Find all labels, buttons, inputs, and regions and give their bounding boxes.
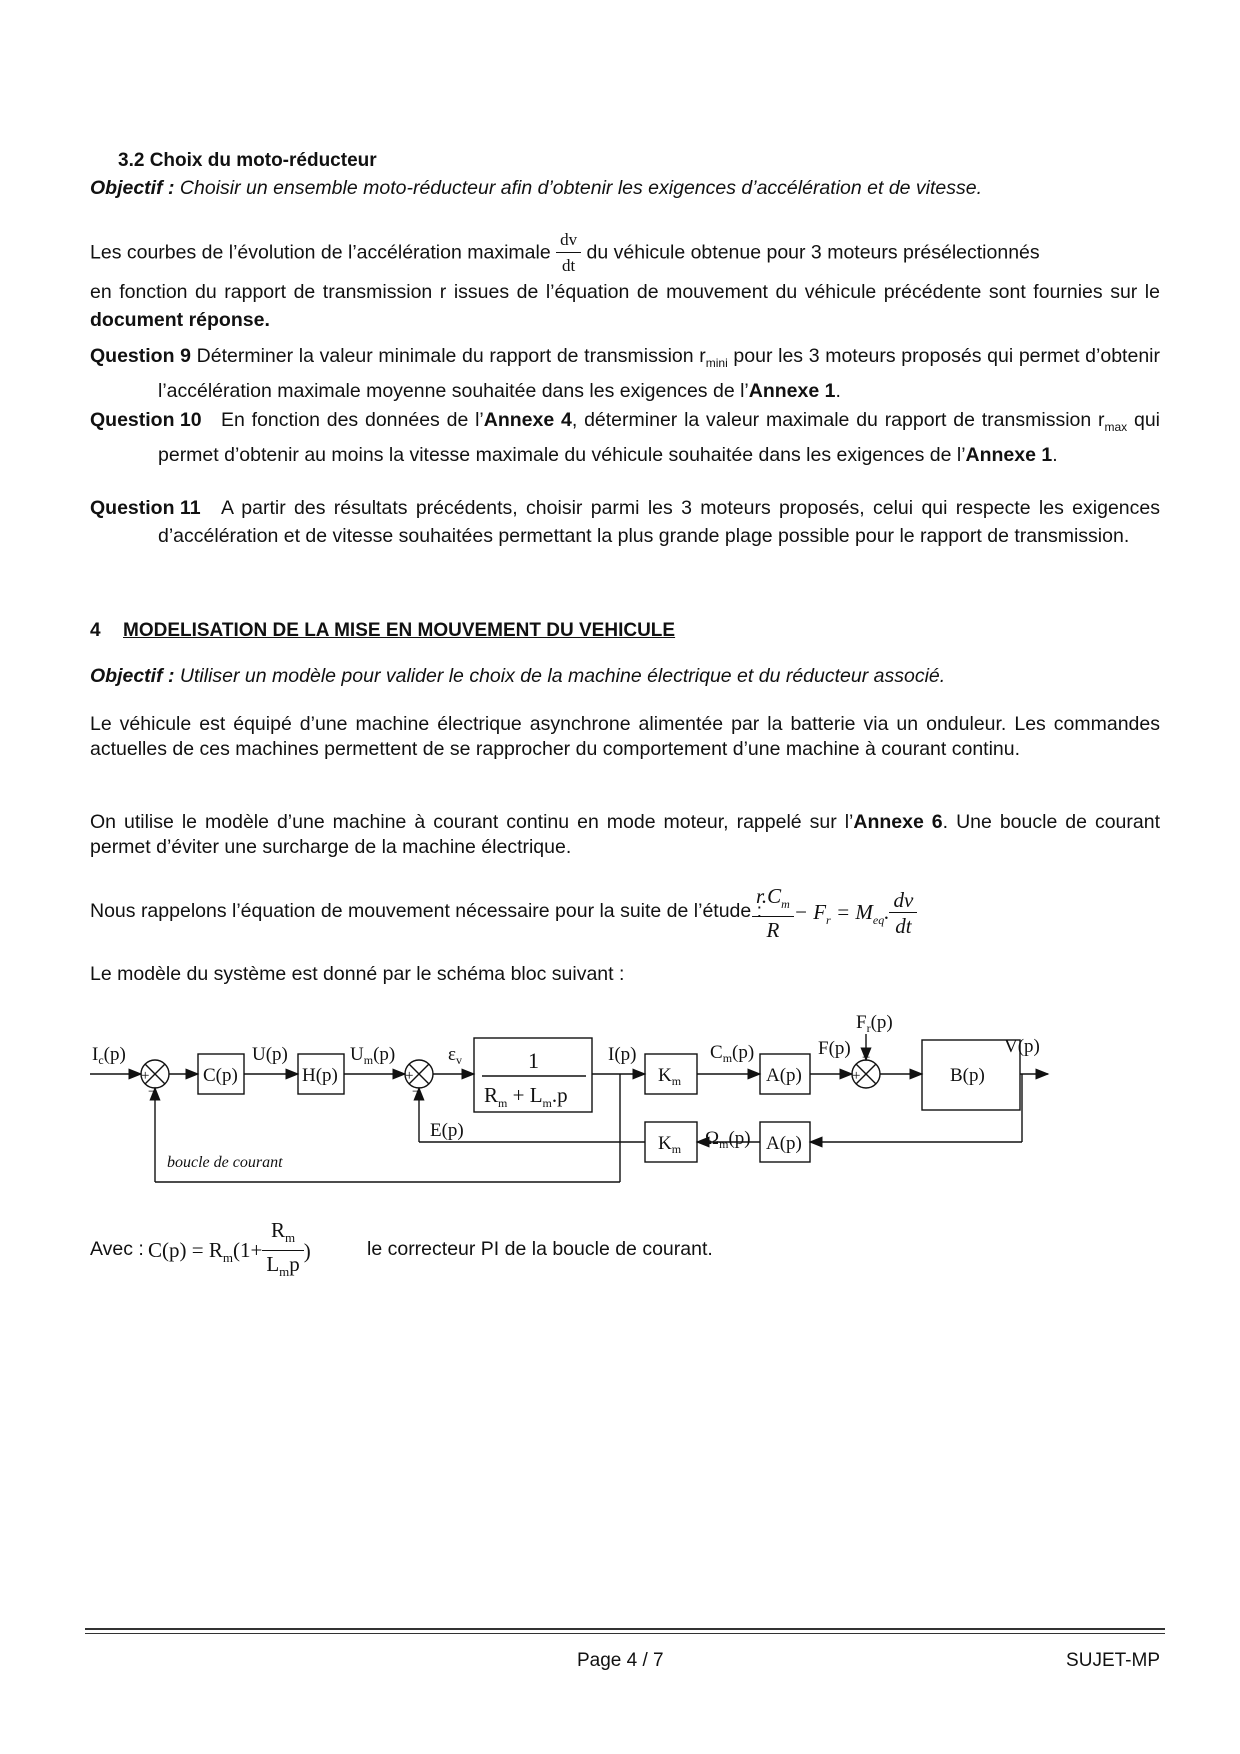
q-text: qui permet d’obtenir au moins la vitesse maximale du véhicule souhaitée dans les exigences de l’ <box>158 409 1161 466</box>
cp-den: p <box>289 1252 300 1277</box>
objectif-3-2 <box>90 174 1160 202</box>
cp-den: L <box>266 1252 280 1277</box>
eq-dot: . <box>884 899 890 924</box>
label-up: U(p) <box>252 1044 288 1065</box>
q-text: pour les 3 moteurs proposés qui permet d’obtenir l’accélération maximale moyenne souhaitée dans les exigences de l’ <box>158 345 1160 402</box>
q-text: En fonction des données de l’ <box>221 409 484 431</box>
label-um: $U_m(p)$ <box>350 1044 396 1067</box>
q-sub: mini <box>705 355 728 370</box>
label-omega: $\Omega_m(p)$ <box>705 1128 751 1151</box>
minus-2: − <box>412 1084 421 1100</box>
cp-sub: m <box>279 1264 290 1280</box>
label-km-1: $K_m$ <box>658 1065 682 1088</box>
document-ref: SUJET-MP <box>1066 1650 1160 1671</box>
para-text: en fonction du rapport de transmission r issues de l’équation de mouvement du véhicule précédente sont fournies sur le <box>90 281 1160 303</box>
cp-text: C(p) = R <box>148 1237 223 1262</box>
eq-num2: dv <box>889 888 917 913</box>
cp-equation <box>148 1218 311 1285</box>
tf-den: $R_m + L_m.p$ <box>484 1083 568 1110</box>
label-hp: H(p) <box>302 1065 338 1086</box>
objectif-text: Choisir un ensemble moto-réducteur afin d’obtenir les exigences d’accélération et de vitesse. <box>174 177 983 199</box>
cp-desc: le correcteur PI de la boucle de courant. <box>367 1238 713 1260</box>
eq-num1: r.C <box>756 884 782 908</box>
question-label: Question 9 <box>90 345 192 367</box>
label-km-2: $K_m$ <box>658 1133 682 1156</box>
section-title-3-2: 3.2 Choix du moto-réducteur <box>118 150 377 171</box>
cp-text: (1+ <box>232 1237 263 1262</box>
q-text: . <box>835 379 841 402</box>
equation-mouvement <box>90 880 1160 946</box>
objectif-text: Utiliser un modèle pour valider le choix de la machine électrique et du réducteur associé. <box>174 665 946 687</box>
objectif-4 <box>90 662 1160 690</box>
equation <box>752 884 917 943</box>
block-diagram <box>0 1000 1240 1200</box>
minus-3: − <box>862 1050 871 1066</box>
q-sub: max <box>1104 419 1128 434</box>
label-cm: $C_m(p)$ <box>710 1042 755 1065</box>
label-bp: B(p) <box>950 1065 985 1086</box>
label-fr: $F_r(p)$ <box>856 1012 893 1035</box>
plus-2: + <box>405 1068 414 1084</box>
frac-num: dv <box>556 228 581 253</box>
objectif-label: Objectif : <box>90 665 175 687</box>
paragraph-acceleration-2 <box>90 278 1160 334</box>
question-10 <box>90 406 1160 469</box>
paragraph-schema: Le modèle du système est donné par le schéma bloc suivant : <box>90 963 625 985</box>
para-bold: document réponse. <box>90 309 270 331</box>
eq-mid: − F <box>793 899 827 924</box>
label-vp: V(p) <box>1004 1036 1040 1057</box>
paragraph-acceleration <box>90 228 1160 279</box>
paragraph-modele <box>90 810 1160 860</box>
section-title-4: MODELISATION DE LA MISE EN MOUVEMENT DU VEHICULE <box>123 620 676 641</box>
avec-label: Avec : <box>90 1238 144 1260</box>
tf-num: 1 <box>528 1048 539 1073</box>
paragraph-machine: Le véhicule est équipé d’une machine électrique asynchrone alimentée par la batterie via un onduleur. Les commandes actuelles de ces machines permettent de se rapprocher du comportement d’une machine à courant continu. <box>90 713 1160 760</box>
objectif-label: Objectif : <box>90 177 175 199</box>
label-ic: $I_c(p)$ <box>92 1044 126 1067</box>
section-number-4: 4 <box>90 620 101 641</box>
eq-den2: dt <box>895 914 912 939</box>
eq-den1: R <box>766 918 780 943</box>
label-ap-2: A(p) <box>766 1133 802 1154</box>
cp-num: R <box>270 1218 285 1242</box>
page-number: Page 4 / 7 <box>577 1650 664 1671</box>
label-cp: C(p) <box>203 1065 238 1086</box>
label-fp: F(p) <box>818 1038 851 1059</box>
para-text: Les courbes de l’évolution de l’accélération maximale <box>90 241 551 264</box>
eq-sub: eq <box>872 912 885 927</box>
question-label: Question 10 <box>90 409 202 431</box>
eq-sub: m <box>781 897 790 912</box>
label-loop: boucle de courant <box>167 1154 283 1171</box>
q-text: Déterminer la valeur minimale du rapport de transmission r <box>191 345 706 367</box>
question-label: Question 11 <box>90 497 201 519</box>
plus-3: + <box>852 1068 861 1084</box>
label-ip: I(p) <box>608 1044 637 1065</box>
cp-sub: m <box>284 1230 296 1246</box>
eq-eq: = M <box>830 899 873 924</box>
q-bold: Annexe 1 <box>748 379 836 402</box>
para-bold: Annexe 6 <box>853 811 943 833</box>
label-ep: E(p) <box>430 1120 464 1141</box>
footer-rule <box>85 1633 1165 1634</box>
label-eps: $\varepsilon_v$ <box>448 1044 462 1067</box>
correcteur-pi <box>90 1218 1160 1288</box>
question-9 <box>90 342 1160 405</box>
question-11 <box>90 494 1160 550</box>
q-bold: Annexe 4 <box>483 409 572 431</box>
fraction-dv-dt <box>556 228 581 279</box>
q-text: A partir des résultats précédents, choisir parmi les 3 moteurs proposés, celui qui respecte les exigences d’accélération et de vitesse souhaitées permettant la plus grande plage possible pour le rapport de transmission. <box>158 497 1160 547</box>
q-text: , déterminer la valeur maximale du rapport de transmission r <box>571 409 1105 431</box>
para-text: On utilise le modèle d’une machine à courant continu en mode moteur, rappelé sur l’ <box>90 811 854 833</box>
cp-text: ) <box>303 1239 311 1264</box>
minus-1: − <box>148 1084 157 1100</box>
para-text: Nous rappelons l’équation de mouvement nécessaire pour la suite de l’étude : <box>90 900 763 922</box>
q-bold: Annexe 1 <box>965 443 1053 466</box>
para-text: du véhicule obtenue pour 3 moteurs présélectionnés <box>586 241 1040 264</box>
plus-1: + <box>141 1068 150 1084</box>
q-text: . <box>1052 443 1058 466</box>
para-text: . Une boucle de courant permet d’éviter une surcharge de la machine électrique. <box>90 811 1161 858</box>
label-ap-1: A(p) <box>766 1065 802 1086</box>
footer-rule <box>85 1628 1165 1630</box>
eq-sub: r <box>826 912 831 927</box>
frac-den: dt <box>561 256 576 275</box>
cp-sub: m <box>222 1249 233 1265</box>
